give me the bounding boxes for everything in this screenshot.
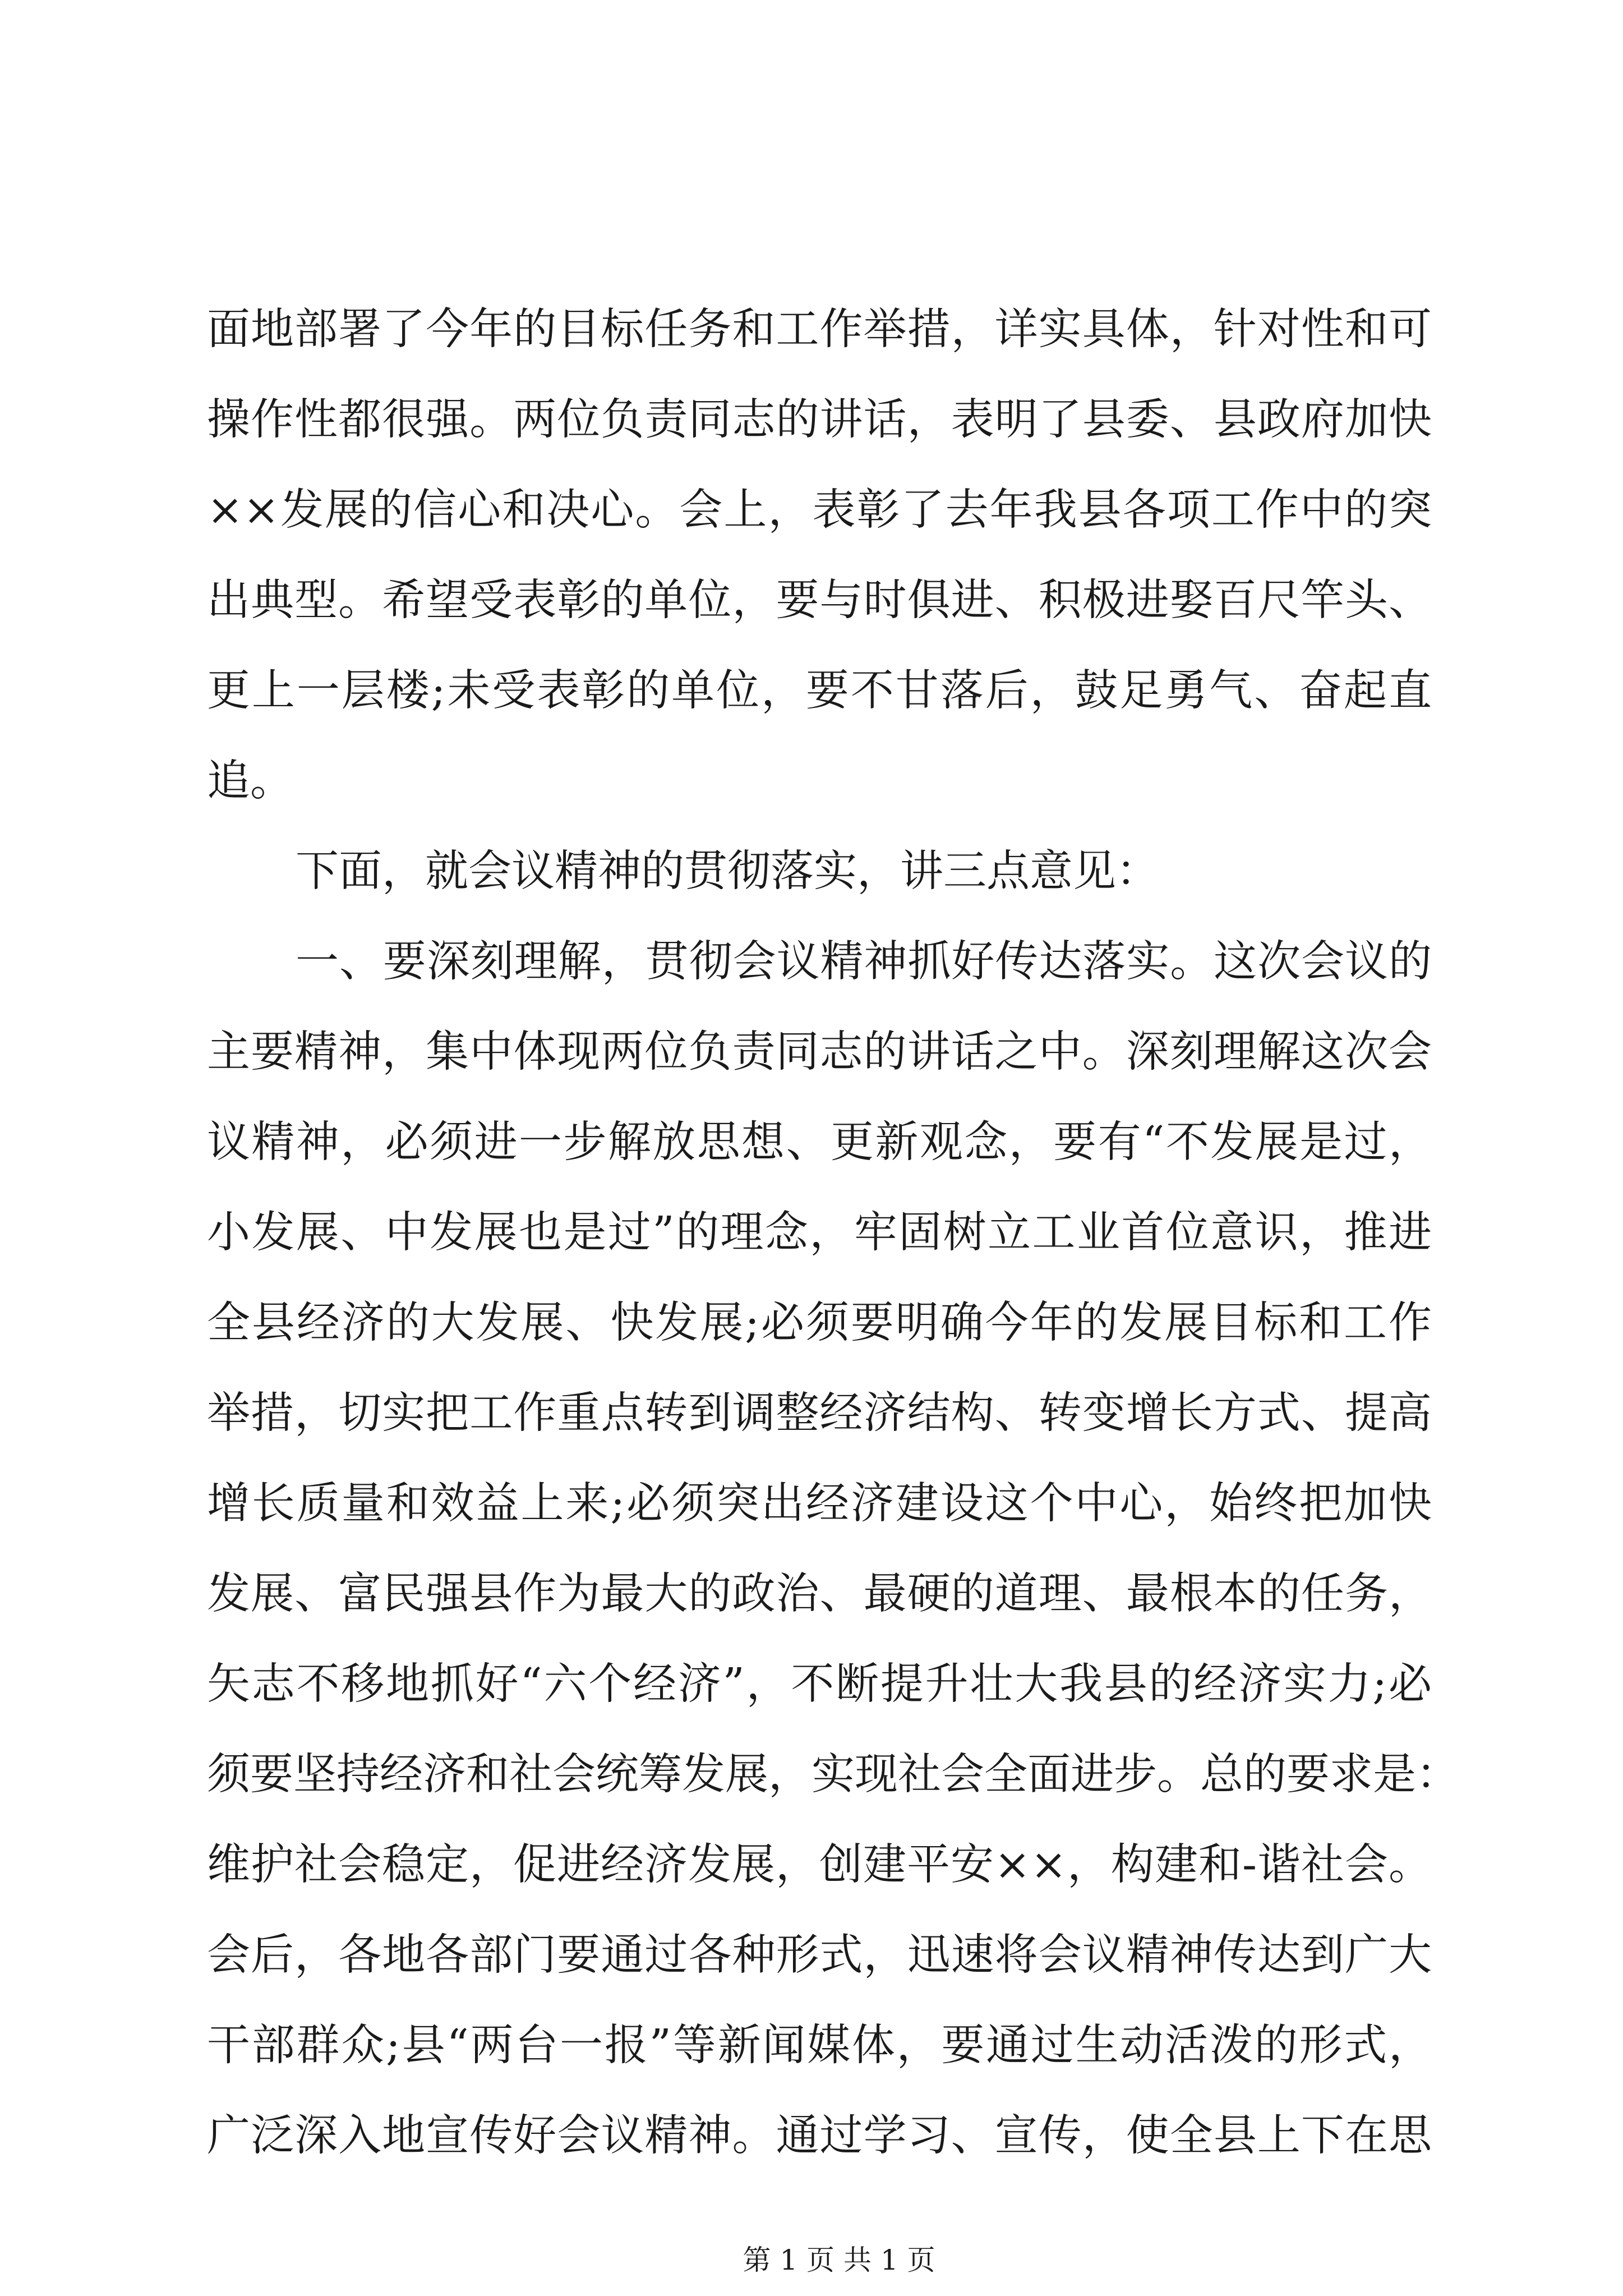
text-line: 全县经济的大发展、快发展;必须要明确今年的发展目标和工作 (207, 1298, 1432, 1348)
text-line: 矢志不移地抓好“六个经济”，不断提升壮大我县的经济实力;必 (207, 1659, 1432, 1709)
text-line: 小发展、中发展也是过”的理念，牢固树立工业首位意识，推进 (207, 1208, 1432, 1258)
text-line: 干部群众;县“两台一报”等新闻媒体，要通过生动活泼的形式， (207, 2021, 1432, 2070)
paragraph (207, 917, 1459, 2181)
text-line: 更上一层楼;未受表彰的单位，要不甘落后，鼓足勇气、奋起直 (207, 666, 1432, 716)
text-line: 举措，切实把工作重点转到调整经济结构、转变增长方式、提高 (207, 1388, 1432, 1438)
text-line: 一、要深刻理解，贯彻会议精神抓好传达落实。这次会议的 (296, 937, 1432, 987)
document-body (207, 284, 1459, 2181)
text-line: 发展、富民强县作为最大的政治、最硬的道理、最根本的任务， (207, 1569, 1432, 1619)
text-line: 主要精神，集中体现两位负责同志的讲话之中。深刻理解这次会 (207, 1027, 1432, 1077)
text-line: 面地部署了今年的目标任务和工作举措，详实具体，针对性和可 (207, 305, 1432, 355)
paragraph (207, 826, 1432, 917)
text-line: ××发展的信心和决心。会上，表彰了去年我县各项工作中的突 (207, 485, 1432, 535)
text-line: 下面，就会议精神的贯彻落实，讲三点意见： (296, 846, 1159, 896)
text-line: 会后，各地各部门要通过各种形式，迅速将会议精神传达到广大 (207, 1930, 1432, 1980)
text-line: 增长质量和效益上来;必须突出经济建设这个中心，始终把加快 (207, 1479, 1432, 1529)
text-line: 追。 (207, 756, 293, 806)
text-line: 须要坚持经济和社会统筹发展，实现社会全面进步。总的要求是： (207, 1750, 1459, 1800)
text-line: 维护社会稳定，促进经济发展，创建平安××，构建和-谐社会。 (207, 1840, 1432, 1890)
paragraph (207, 284, 1432, 826)
text-line: 出典型。希望受表彰的单位，要与时俱进、积极进娶百尺竿头、 (207, 576, 1432, 625)
page-footer: 第 1 页 共 1 页 (743, 2244, 935, 2276)
text-line: 操作性都很强。两位负责同志的讲话，表明了县委、县政府加快 (207, 395, 1432, 445)
text-line: 广泛深入地宣传好会议精神。通过学习、宣传，使全县上下在思 (207, 2111, 1432, 2161)
text-line: 议精神，必须进一步解放思想、更新观念，要有“不发展是过， (207, 1117, 1432, 1167)
